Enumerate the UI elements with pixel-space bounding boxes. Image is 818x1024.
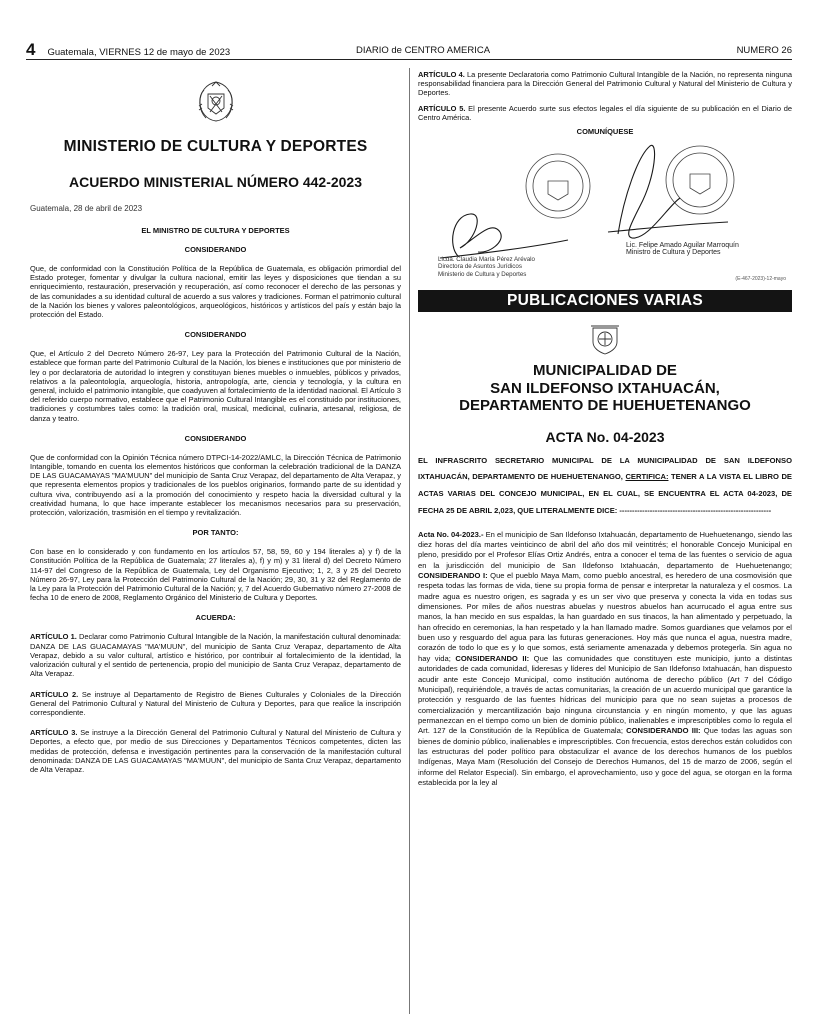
certify-part-a: EL INFRASCRITO SECRETARIO MUNICIPAL DE LA MUNICIPALIDAD DE SAN ILDEFONSO IXTAHUACÁN, DEPARTAMENTO DE HUEHUETENANGO, bbox=[418, 455, 792, 482]
article-3 bbox=[30, 728, 401, 774]
signature-right bbox=[626, 242, 739, 257]
signer-left-role: Directora de Asuntos Jurídicos bbox=[438, 263, 522, 271]
article-3-label: ARTÍCULO 3. bbox=[30, 728, 78, 738]
place-date: Guatemala, 28 de abril de 2023 bbox=[30, 204, 143, 213]
header-date: Guatemala, VIERNES 12 de mayo de 2023 bbox=[47, 47, 231, 58]
signer-left-ministry: Ministerio de Cultura y Deportes bbox=[438, 270, 527, 278]
article-2 bbox=[30, 690, 401, 718]
minister-heading: EL MINISTRO DE CULTURA Y DEPORTES bbox=[141, 226, 290, 235]
acta-label: Acta No. 04-2023.- bbox=[418, 529, 484, 539]
considerando-i-label: CONSIDERANDO I: bbox=[418, 571, 488, 581]
signature-left bbox=[438, 256, 535, 278]
considerando-iii-text: Que todas las aguas son bienes de dominio público, inalienables e imprescriptibles. Con frecuencia, estos derechos están coludidos con las estructuras del poder político para obstaculizar el avance de los derechos humanos de los pueblos Indígenas, Maya Mam (Resolución del Consejo de Derechos Humanos, del 15 de marzo de 2006, según el informe del Relator Especial). Sin embargo, el aprovechamiento, uso y goce del agua, se otorgan en la forma establecida por la ley al bbox=[418, 726, 792, 787]
right-column bbox=[418, 70, 792, 1004]
signer-right-role: Ministro de Cultura y Deportes bbox=[626, 249, 721, 257]
signer-right-name: Lic. Felipe Amado Aguilar Marroquín bbox=[626, 242, 739, 250]
acta-intro: En el municipio de San Ildefonso Ixtahuacán, departamento de Huehuetenango, siendo las diez horas del día martes veinticinco de abril del año dos mil veintitrés; el honorable Concejo Municipal en pleno, presidido por el Profesor Elías Ortiz Andrés, entra a conocer el tema de las fuentes o servicio de agua en la jurisdicción del municipio de San Ildefonso Ixtahuacán, departamento de Huehuetenango; bbox=[418, 529, 792, 570]
article-2-text: Se instruye al Departamento de Registro de Bienes Culturales y Coloniales de la Dirección General del Patrimonio Cultural y Natural del Ministerio de Cultura y Deportes, para que realice la inscripción correspondiente. bbox=[30, 689, 401, 717]
acuerda-heading: ACUERDA: bbox=[195, 613, 236, 623]
article-5 bbox=[418, 104, 792, 122]
acta-title: ACTA No. 04-2023 bbox=[545, 428, 665, 445]
considerando-2: Que, el Artículo 2 del Decreto Número 26-97, Ley para la Protección del Patrimonio Cultural de la Nación, establece que forman parte del Patrimonio Cultural de la Nación, los bienes e instituciones que por ministerio de ley o por declaratoria de autoridad lo integren y constituyan bienes muebles o inmuebles, públicos y privados, relativos a la paleontología, arqueología, historia, antropología, arte, ciencia y tecnología, y la cultura en general, incluido el patrimonio intangible, que coadyuven al fortalecimiento de la identidad nacional. El Artículo 3 del referido cuerpo normativo, establece que el Patrimonio Cultural Intangible es el constituido por instituciones, tradiciones y costumbres tales como: la tradición oral, musical, medicinal, culinaria, artesanal, religiosa, de danza y teatro. bbox=[30, 349, 401, 423]
newspaper-name: DIARIO de CENTRO AMERICA bbox=[356, 45, 491, 56]
considerando-iii-label: CONSIDERANDO III: bbox=[626, 726, 701, 736]
por-tanto-text: Con base en lo considerado y con fundamento en los artículos 57, 58, 59, 60 y 194 literales a) y f) de la Constitución Política de la República de Guatemala; 27 literales a), f) y m) y 31 literal d) del Decreto Número 114-97 del Congreso de la República de Guatemala, Ley del Organismo Ejecutivo; 1, 2, 3 y 25 del Decreto Número 26-97, Ley para la Protección del Patrimonio Cultural de la Nación; 29, 30, 31 y 32 del Reglamento de la Ley para la Protección del Patrimonio Cultural de la Nación; y, 7 del Acuerdo Gubernativo número 27-2008 de fecha 10 de enero de 2008, Reglamento Orgánico del Ministerio de Cultura y Deportes. bbox=[30, 547, 401, 603]
article-1-text: Declarar como Patrimonio Cultural Intangible de la Nación, la manifestación cultural denominada: DANZA DE LAS GUACAMAYAS "MA'MUUN", del municipio de Santa Cruz Verapaz, departamento de Alta Verapaz, debido a su valor cultural, artístico e histórico, por contribuir al fortalecimiento de la identidad, la valorización cultural y el sentido de pertenencia, propio del municipio de Santa Cruz Verapaz, departamento de Alta Verapaz. bbox=[30, 632, 401, 679]
page-number: 4 bbox=[26, 40, 36, 59]
section-banner: PUBLICACIONES VARIAS bbox=[418, 290, 792, 312]
column-divider bbox=[409, 68, 410, 1014]
certify-part-b: TENER A LA VISTA EL LIBRO DE ACTAS VARIAS DEL CONCEJO MUNICIPAL, EN EL CUAL, SE ENCUENTRA EL ACTA 04-2023, DE FECHA 25 DE ABRIL 2,023, QUE LITERALMENTE DICE: ------------------------------------------------------------ bbox=[418, 472, 792, 515]
municipality-line-3: DEPARTAMENTO DE HUEHUETENANGO bbox=[459, 397, 751, 415]
article-3-text: Se instruye a la Dirección General del Patrimonio Cultural y Natural del Ministerio de Cultura y Deportes, a efecto que, por medio de sus Direcciones y Departamentos Técnicos competentes, dicten las medidas de protección, defensa e investigación pertinentes para la conservación de la manifestación cultural denominada: DANZA DE LAS GUACAMAYAS "MA'MUUN", del municipio de Santa Cruz Verapaz, departamento de Alta Verapaz. bbox=[30, 728, 401, 774]
ministry-title: MINISTERIO DE CULTURA Y DEPORTES bbox=[63, 138, 368, 155]
publication-code: (E-467-2023)-12-mayo bbox=[735, 276, 786, 283]
considerando-heading-2: CONSIDERANDO bbox=[184, 330, 247, 340]
municipality-line-2: SAN ILDEFONSO IXTAHUACÁN, bbox=[490, 379, 720, 397]
considerando-ii-label: CONSIDERANDO II: bbox=[455, 653, 530, 663]
considerando-heading-3: CONSIDERANDO bbox=[184, 433, 247, 443]
page-header bbox=[26, 42, 792, 60]
signature-area bbox=[418, 136, 792, 288]
article-2-label: ARTÍCULO 2. bbox=[30, 689, 79, 699]
por-tanto-heading: POR TANTO: bbox=[192, 528, 239, 538]
municipality-seal-icon bbox=[587, 320, 623, 356]
left-column bbox=[30, 70, 401, 1004]
certify-keyword: CERTIFICA: bbox=[625, 472, 669, 482]
issue-number: NUMERO 26 bbox=[736, 45, 792, 56]
considerando-ii-text: Que las comunidades que constituyen este municipio, junto a distintas autoridades de cada comunidad, lideresas y líderes del Municipio de San Ildefonso Ixtahuacán, han dispuesto acudir ante este Concejo Municipal, como institución autónoma de derecho público (Art 7 del Código Municipal), requiriéndole, a través de actas comunitarias, la creación de un acuerdo municipal que garantice la protección y resguardo de las fuentes hídricas del municipio para que no sean sujetas a procesos de comercialización y mercantilización bajo ninguna circunstancia y en ningún momento, y que las aguas permanezcan en el tiempo como un bien de dominio público, inalienables e imprescriptibles como lo regula el Art. 127 de la Constitución de la República de Guatemala; bbox=[418, 653, 792, 736]
article-1 bbox=[30, 632, 401, 678]
municipality-line-1: MUNICIPALIDAD DE bbox=[533, 362, 677, 380]
acuerdo-title: ACUERDO MINISTERIAL NÚMERO 442-2023 bbox=[68, 174, 363, 190]
signer-left-name: Licda. Claudia María Pérez Arévalo bbox=[438, 256, 535, 264]
acta-body bbox=[418, 530, 792, 789]
guatemala-coat-of-arms-icon bbox=[194, 78, 238, 124]
article-5-text: El presente Acuerdo surte sus efectos legales el día siguiente de su publicación en el Diario de Centro América. bbox=[418, 103, 792, 122]
article-4 bbox=[418, 70, 792, 98]
article-4-label: ARTÍCULO 4. bbox=[418, 70, 465, 79]
article-5-label: ARTÍCULO 5. bbox=[418, 103, 466, 113]
considerando-heading-1: CONSIDERANDO bbox=[184, 245, 247, 254]
considerando-3: Que de conformidad con la Opinión Técnica número DTPCI-14-2022/AMLC, la Dirección Técnica de Patrimonio Intangible, tomando en cuenta los elementos históricos que conforman la celebración tradicional de la DANZA DE LAS GUACAMAYAS "MA'MUUN" del municipio de Santa Cruz Verapaz, del departamento de Alta Verapaz, y que representa elementos propios y tradicionales de los pueblos originarios, formando parte de su identidad y cultura viva, contribuyendo así a la promoción del conocimiento y respeto hacia la diversidad cultural y la creatividad humana, lo que hace imperante establecer los mecanismos necesarios para su preservación, protección, valorización, trasmisión en el tiempo y revitalización. bbox=[30, 452, 401, 518]
article-4-text: La presente Declaratoria como Patrimonio Cultural Intangible de la Nación, no representa ninguna responsabilidad financiera para la Dirección General del Patrimonio Cultural y Natural del Ministerio de Cultura y Deportes. bbox=[418, 70, 792, 98]
comuniquese-heading: COMUNÍQUESE bbox=[576, 127, 634, 137]
municipality-title bbox=[418, 362, 792, 415]
considerando-i-text: Que el pueblo Maya Mam, como pueblo ancestral, es heredero de una cosmovisión que respeta todas las formas de vida, tiene su propia forma de pensar e interpretar la naturaleza y el cosmos. La madre agua es nuestro origen, es sagrada y es un ser vivo que preserva y conecta la vida en todas sus dimensiones. Por miles de años nuestras abuelas y nuestros abuelos han acurrucado el agua entre sus manos, la han mecido en sus espaldas, la han guardado en sus tinacos, la han alimentado y perpetuado, la han ofrecido en ceremonias, la han respetado y la han llamado madre. Somos guardianes que velamos por el buen uso y resguardo del agua para las futuras generaciones. Hoy más que nunca el agua, nuestra madre, corazón de todo lo que es y lo que somos, está seriamente amenazada y debemos protegerla. Sin agua no hay vida; bbox=[418, 571, 792, 663]
considerando-1: Que, de conformidad con la Constitución Política de la República de Guatemala, es obligación primordial del Estado proteger, fomentar y divulgar la cultura nacional, emitir las leyes y disposiciones que tiendan a su enriquecimiento, restauración, preservación y recuperación, así como reconocer el derecho de las personas y de las comunidades a su identidad cultural de acuerdo a sus valores y tradiciones. Forman el patrimonio cultural de la Nación los bienes y valores paleontológicos, arqueológicos, históricos y artísticos del país y están bajo la protección del Estado. bbox=[30, 264, 401, 320]
certification-text bbox=[418, 453, 792, 520]
article-1-label: ARTÍCULO 1. bbox=[30, 632, 77, 642]
